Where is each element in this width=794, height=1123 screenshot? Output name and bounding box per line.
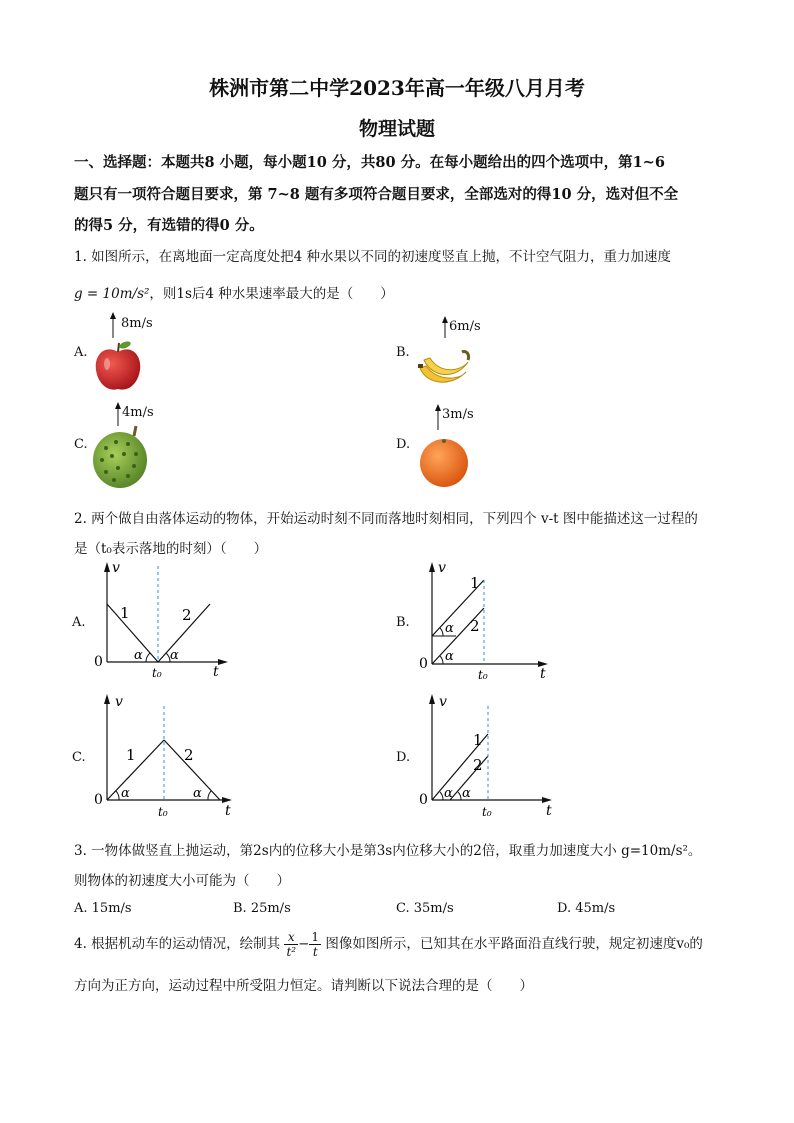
graph-b-t0: t₀ [478, 668, 488, 682]
q3-stem-line2: 则物体的初速度大小可能为（ ） [74, 873, 290, 889]
q4-minus: − [298, 936, 310, 952]
q1-a-arrow-icon [108, 312, 118, 338]
q2-option-c-label: C. [72, 750, 86, 765]
q2-graph-d [416, 690, 560, 820]
graph-c-v-label: v [115, 694, 123, 710]
graph-a-alpha-right: α [170, 648, 179, 663]
q1-formula: g = 10m/s² [74, 286, 150, 302]
q2-stem-line2: 是（t₀表示落地的时刻）（ ） [74, 541, 268, 557]
page-title: 株洲市第二中学2023年高一年级八月月考 [209, 76, 585, 100]
graph-d-t0: t₀ [482, 805, 492, 819]
graph-d-alpha-right: α [462, 786, 471, 801]
durian-icon [90, 422, 152, 490]
q2-option-a-label: A. [72, 615, 86, 630]
graph-b-line2-label: 2 [470, 617, 480, 635]
q2-graph-a [90, 560, 235, 682]
graph-d-v-label: v [439, 694, 447, 710]
page-subtitle: 物理试题 [358, 118, 435, 140]
section-instructions-line3: 的得5 分，有选错的得0 分。 [74, 217, 264, 234]
graph-a-t-label: t [213, 664, 219, 680]
q3-option-b: B. 25m/s [233, 901, 291, 916]
graph-b-v-label: v [438, 560, 446, 576]
graph-d-line2-label: 2 [473, 756, 483, 774]
q1-stem-rest: ，则1s后4 种水果速率最大的是（ ） [149, 286, 394, 302]
q4-fraction-1-over-t: $\frac{1}{t}$ [311, 930, 320, 959]
graph-a-line2-label: 2 [182, 606, 192, 624]
graph-c-line1-label: 1 [126, 746, 136, 764]
graph-d-origin: 0 [419, 792, 428, 808]
graph-b-t-label: t [540, 666, 546, 682]
graph-b-alpha-top: α [445, 621, 454, 636]
graph-a-line1-label: 1 [120, 604, 130, 622]
q1-c-velocity: 4m/s [122, 405, 154, 420]
graph-c-origin: 0 [94, 792, 103, 808]
graph-a-v-label: v [112, 560, 120, 576]
q4-stem-line2: 方向为正方向，运动过程中所受阻力恒定。请判断以下说法合理的是（ ） [74, 978, 533, 994]
q1-option-d-label: D. [396, 437, 411, 452]
graph-d-t-label: t [546, 803, 552, 819]
q2-option-d-label: D. [396, 750, 411, 765]
q3-stem-line1: 3. 一物体做竖直上抛运动，第2s内的位移大小是第3s内位移大小的2倍，取重力加速度大小 g=10m/s²。 [74, 843, 702, 859]
q4-stem-rest: 图像如图所示，已知其在水平路面沿直线行驶，规定初速度v₀的 [325, 936, 703, 952]
q1-a-velocity: 8m/s [121, 316, 153, 331]
graph-c-alpha-left: α [121, 786, 130, 801]
graph-b-origin: 0 [419, 656, 428, 672]
q2-graph-b [416, 560, 556, 682]
q4-prefix: 4. 根据机动车的运动情况，绘制其 [74, 936, 281, 952]
orange-icon [418, 436, 470, 488]
graph-b-alpha-bottom: α [445, 649, 454, 664]
graph-d-alpha-left: α [444, 786, 453, 801]
q1-option-c-label: C. [74, 437, 88, 452]
q1-stem-line1: 1. 如图所示，在离地面一定高度处把4 种水果以不同的初速度竖直上抛，不计空气阻力，重力加速度 [74, 249, 672, 265]
graph-b-line1-label: 1 [470, 574, 480, 592]
q2-option-b-label: B. [396, 615, 410, 630]
graph-a-t0: t₀ [152, 666, 162, 680]
q4-stem-line1 [74, 930, 703, 959]
graph-d-line1-label: 1 [473, 731, 483, 749]
q4-fraction-x-over-t2: $\frac{x}{\text{t²}}$ [286, 930, 297, 959]
q3-option-c: C. 35m/s [396, 901, 454, 916]
q2-stem-line1: 2. 两个做自由落体运动的物体，开始运动时刻不同而落地时刻相同，下列四个 v-t 图中能描述这一过程的 [74, 511, 698, 527]
section-instructions-line1: 一、选择题：本题共8 小题，每小题10 分，共80 分。在每小题给出的四个选项中，第1~6 [74, 154, 665, 171]
section-instructions-line2: 题只有一项符合题目要求，第 7~8 题有多项符合题目要求，全部选对的得10 分，选对但不全 [74, 186, 679, 203]
graph-c-alpha-right: α [193, 786, 202, 801]
apple-icon [92, 340, 144, 394]
q1-d-velocity: 3m/s [442, 407, 474, 422]
q1-option-b-label: B. [396, 345, 410, 360]
graph-c-t-label: t [225, 803, 231, 819]
graph-a-origin: 0 [94, 654, 103, 670]
q1-option-a-label: A. [74, 345, 88, 360]
q1-stem-line2 [74, 282, 394, 302]
q1-b-velocity: 6m/s [449, 319, 481, 334]
q3-option-a: A. 15m/s [74, 901, 132, 916]
graph-c-t0: t₀ [158, 805, 168, 819]
banana-icon [416, 348, 472, 390]
graph-a-alpha-left: α [134, 648, 143, 663]
graph-c-line2-label: 2 [184, 746, 194, 764]
q2-graph-c [90, 690, 240, 820]
q3-option-d: D. 45m/s [557, 901, 616, 916]
